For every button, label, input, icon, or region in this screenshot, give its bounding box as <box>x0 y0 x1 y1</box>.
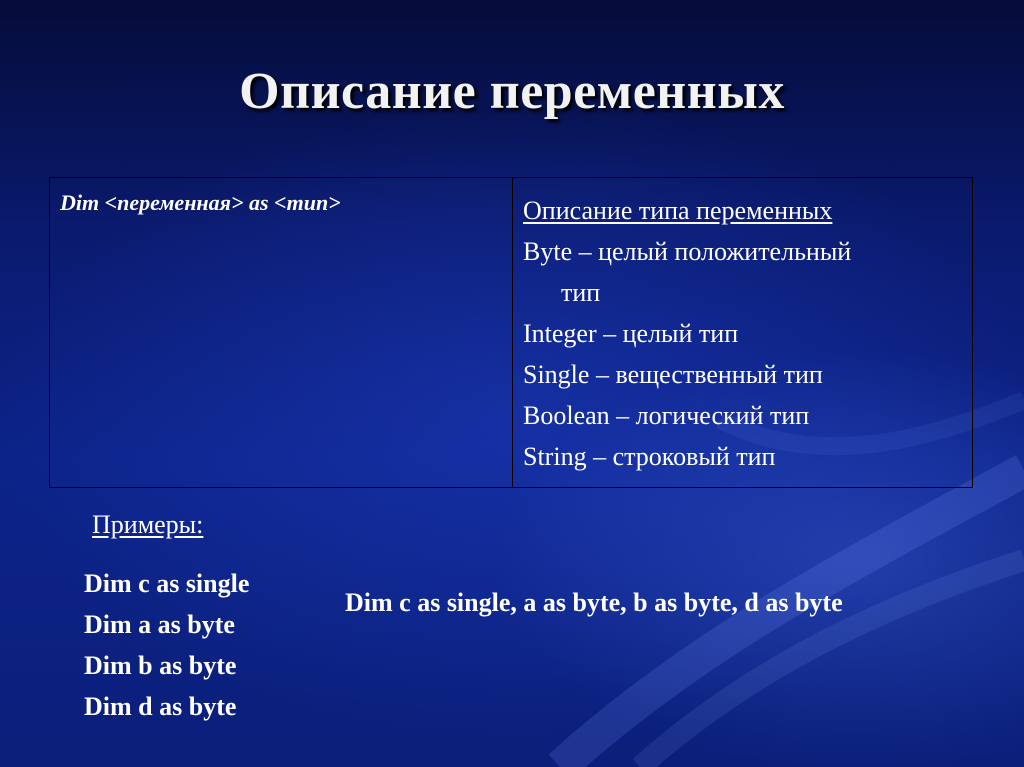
example-line: Dim d as byte <box>84 692 237 721</box>
example-line: Dim a as byte <box>84 610 235 639</box>
type-item-single: Single – вещественный тип <box>523 360 823 389</box>
examples-list <box>84 563 249 727</box>
type-item-byte: Byte – целый положительный <box>523 237 852 266</box>
syntax-text: Dim <переменная> as <тип> <box>60 190 341 215</box>
syntax-table <box>49 177 973 488</box>
example-combined: Dim c as single, a as byte, b as byte, d as byte <box>345 588 843 617</box>
syntax-cell <box>50 178 513 487</box>
type-item-boolean: Boolean – логический тип <box>523 401 810 430</box>
type-item-string: String – строковый тип <box>523 442 776 471</box>
types-heading: Описание типа переменных <box>523 196 833 225</box>
example-line: Dim c as single <box>84 569 250 598</box>
type-item-byte-cont: тип <box>561 278 601 307</box>
type-item-integer: Integer – целый тип <box>523 319 739 348</box>
slide-title: Описание переменных <box>239 63 785 120</box>
types-cell <box>513 178 972 487</box>
examples-label: Примеры: <box>92 510 204 539</box>
example-line: Dim b as byte <box>84 651 237 680</box>
